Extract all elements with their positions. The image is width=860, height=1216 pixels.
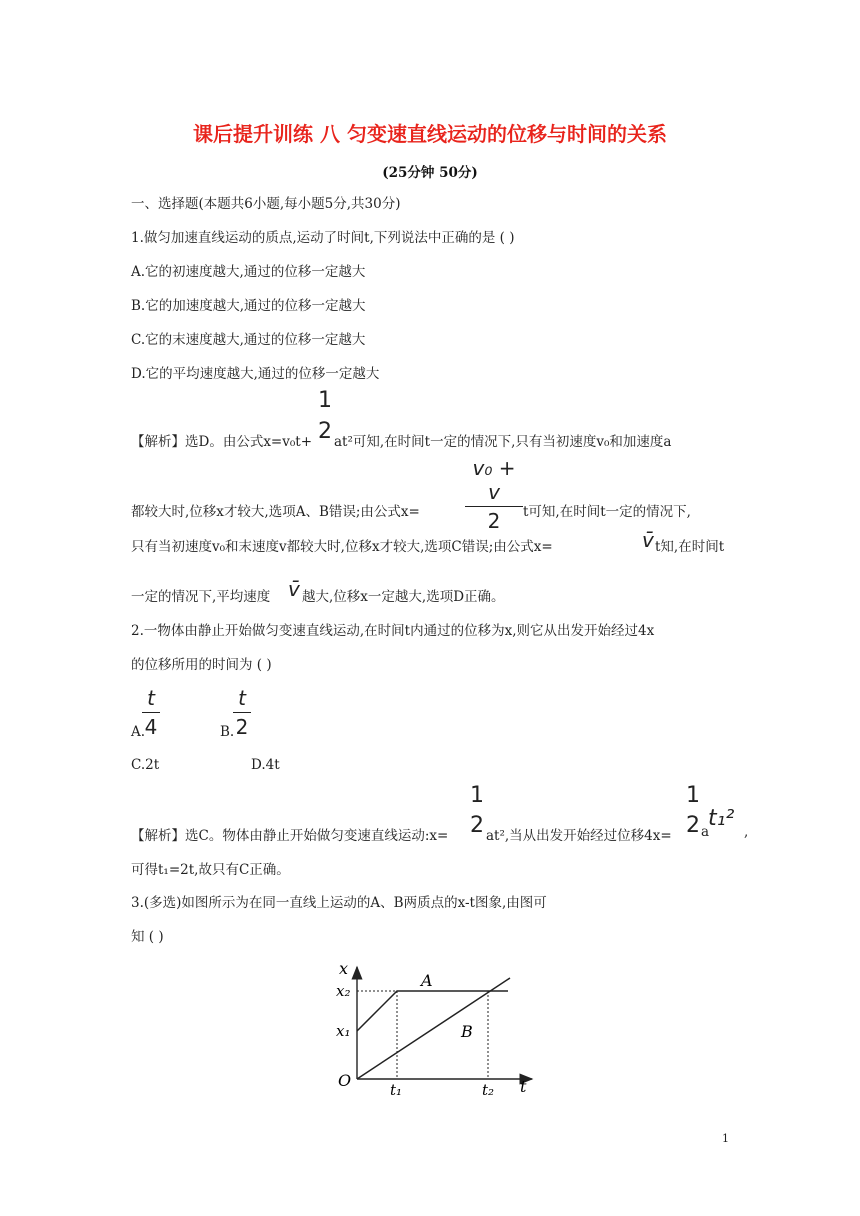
q1-avg-denominator: 2 bbox=[487, 509, 501, 533]
line-b-label: B bbox=[461, 1022, 473, 1041]
q2-half-numerator-1: 1 bbox=[470, 783, 484, 808]
q1-avg-numerator: v₀ + v bbox=[472, 456, 516, 504]
page-title: 课后提升训练 八 匀变速直线运动的位移与时间的关系 bbox=[193, 122, 667, 146]
y-axis-label: x bbox=[339, 959, 349, 978]
question-1-option-b: B.它的加速度越大,通过的位移一定越大 bbox=[131, 298, 366, 314]
t2-label: t₂ bbox=[482, 1081, 495, 1095]
question-1-option-d: D.它的平均速度越大,通过的位移一定越大 bbox=[131, 366, 380, 382]
q2-a-numerator: t bbox=[147, 686, 155, 710]
question-2-stem-line1: 2.一物体由静止开始做匀变速直线运动,在时间t内通过的位移为x,则它从出发开始经过4x bbox=[131, 623, 655, 639]
q2-analysis-line1-b: at²,当从出发开始经过位移4x= bbox=[486, 828, 672, 844]
x1-label: x₁ bbox=[336, 1022, 351, 1040]
q1-analysis-line3-b: t知,在时间t bbox=[655, 539, 725, 555]
q1-analysis-line2-a: 都较大时,位移x才较大,选项A、B错误;由公式x= bbox=[131, 504, 420, 520]
x2-label: x₂ bbox=[336, 982, 351, 1000]
fraction-bar bbox=[465, 506, 523, 507]
q1-half-numerator: 1 bbox=[318, 388, 332, 413]
q1-analysis-line1-a: 【解析】选D。由公式x=v₀t+ bbox=[131, 434, 313, 450]
question-2-option-d: D.4t bbox=[251, 757, 280, 773]
q2-analysis-line1-c: a bbox=[701, 824, 710, 840]
q2-half-denominator-1: 2 bbox=[470, 813, 484, 838]
question-2-option-a-label: A. bbox=[131, 724, 146, 740]
fraction-bar bbox=[233, 712, 251, 713]
section-heading: 一、选择题(本题共6小题,每小题5分,共30分) bbox=[131, 196, 401, 212]
q1-analysis-line3-a: 只有当初速度v₀和末速度v都较大时,位移x才较大,选项C错误;由公式x= bbox=[131, 539, 553, 555]
xt-graph bbox=[320, 955, 550, 1095]
question-1-option-c: C.它的末速度越大,通过的位移一定越大 bbox=[131, 332, 366, 348]
q2-b-denominator: 2 bbox=[235, 715, 249, 739]
q2-analysis-line1-d: , bbox=[744, 824, 749, 840]
question-2-stem-line2: 的位移所用的时间为 ( ) bbox=[131, 657, 272, 673]
question-3-stem-line2: 知 ( ) bbox=[131, 929, 164, 945]
q1-vbar-2: v̄ bbox=[288, 577, 300, 601]
question-1-option-a: A.它的初速度越大,通过的位移一定越大 bbox=[131, 264, 366, 280]
t1-label: t₁ bbox=[390, 1081, 403, 1095]
q1-vbar-1: v̄ bbox=[642, 528, 654, 552]
q2-half-numerator-2: 1 bbox=[686, 783, 700, 808]
q1-analysis-line1-b: at²可知,在时间t一定的情况下,只有当初速度v₀和加速度a bbox=[334, 434, 672, 450]
q2-t1-squared: t₁² bbox=[708, 806, 735, 831]
question-2-option-b-label: B. bbox=[220, 724, 235, 740]
q2-half-denominator-2: 2 bbox=[686, 813, 700, 838]
fraction-bar bbox=[142, 712, 160, 713]
q2-b-numerator: t bbox=[238, 686, 246, 710]
page-number: 1 bbox=[722, 1132, 729, 1145]
q1-analysis-line2-b: t可知,在时间t一定的情况下, bbox=[523, 504, 691, 520]
q2-analysis-line2: 可得t₁=2t,故只有C正确。 bbox=[131, 862, 290, 878]
line-a bbox=[357, 991, 508, 1031]
q1-analysis-line4-b: 越大,位移x一定越大,选项D正确。 bbox=[302, 589, 505, 605]
question-1-stem: 1.做匀加速直线运动的质点,运动了时间t,下列说法中正确的是 ( ) bbox=[131, 230, 515, 246]
q2-analysis-line1-a: 【解析】选C。物体由静止开始做匀变速直线运动:x= bbox=[131, 828, 449, 844]
q1-analysis-line4-a: 一定的情况下,平均速度 bbox=[131, 589, 271, 605]
x-axis-label: t bbox=[520, 1077, 527, 1095]
page-subtitle: (25分钟 50分) bbox=[382, 165, 478, 181]
question-2-option-b-fraction bbox=[233, 686, 251, 739]
question-2-option-c: C.2t bbox=[131, 757, 160, 773]
question-3-stem-line1: 3.(多选)如图所示为在同一直线上运动的A、B两质点的x-t图象,由图可 bbox=[131, 895, 547, 911]
question-2-option-a-fraction bbox=[142, 686, 160, 739]
q1-average-velocity-fraction bbox=[465, 456, 523, 533]
line-b bbox=[357, 978, 510, 1079]
line-a-label: A bbox=[421, 971, 433, 990]
q1-half-denominator: 2 bbox=[318, 419, 332, 444]
q2-a-denominator: 4 bbox=[144, 715, 158, 739]
origin-label: O bbox=[338, 1071, 352, 1090]
